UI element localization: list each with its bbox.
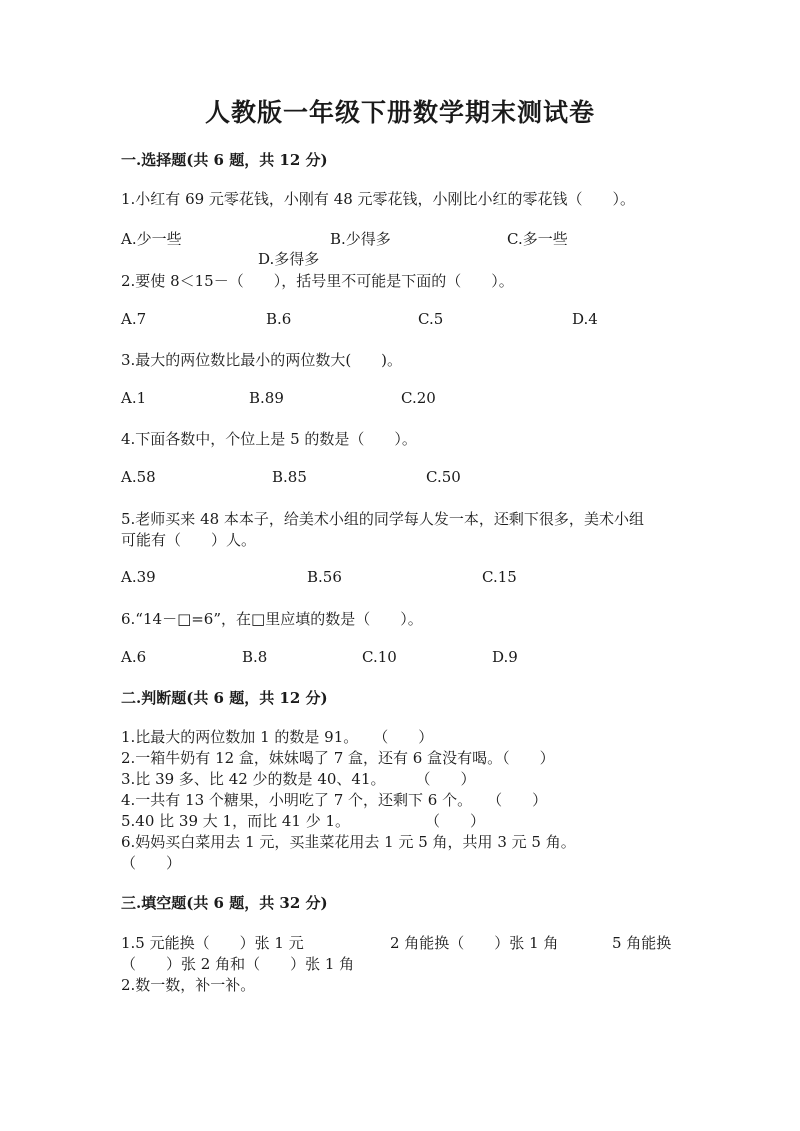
judgement-item-6: 6.妈妈买白菜用去 1 元，买韭菜花用去 1 元 5 角，共用 3 元 5 角。 xyxy=(121,833,576,851)
question-5-line1: 5.老师买来 48 本本子，给美术小组的同学每人发一本，还剩下很多，美术小组 xyxy=(121,510,644,528)
question-6: 6.“14－□=6”，在□里应填的数是（ ）。 xyxy=(121,610,423,628)
q4-option-b: B.85 xyxy=(272,468,307,486)
fill-q1-part3: 5 角能换 xyxy=(612,934,672,952)
question-4: 4.下面各数中，个位上是 5 的数是（ ）。 xyxy=(121,430,417,448)
q3-option-b: B.89 xyxy=(249,389,284,407)
section-heading-choice: 一.选择题(共 6 题，共 12 分) xyxy=(121,151,328,169)
question-3: 3.最大的两位数比最小的两位数大( )。 xyxy=(121,351,403,369)
judgement-item-1: 1.比最大的两位数加 1 的数是 91。 （ ） xyxy=(121,728,434,746)
q5-option-c: C.15 xyxy=(482,568,517,586)
judgement-item-6-line2: （ ） xyxy=(121,854,182,872)
fill-q2: 2.数一数，补一补。 xyxy=(121,976,256,994)
section-heading-judgement: 二.判断题(共 6 题，共 12 分) xyxy=(121,689,328,707)
q4-option-c: C.50 xyxy=(426,468,461,486)
q1-option-b: B.少得多 xyxy=(330,230,391,248)
q3-option-a: A.1 xyxy=(121,389,147,407)
q6-option-d: D.9 xyxy=(492,648,518,666)
judgement-item-2: 2.一箱牛奶有 12 盒，妹妹喝了 7 盒，还有 6 盒没有喝。（ ） xyxy=(121,749,555,767)
judgement-item-4: 4.一共有 13 个糖果，小明吃了 7 个，还剩下 6 个。 （ ） xyxy=(121,791,548,809)
section-heading-fill-blank: 三.填空题(共 6 题，共 32 分) xyxy=(121,894,328,912)
fill-q1-part2: 2 角能换（ ）张 1 角 xyxy=(390,934,559,952)
q2-option-b: B.6 xyxy=(266,310,292,328)
q2-option-d: D.4 xyxy=(572,310,598,328)
q5-option-b: B.56 xyxy=(307,568,342,586)
q1-option-a: A.少一些 xyxy=(121,230,182,248)
fill-q1-line2: （ ）张 2 角和（ ）张 1 角 xyxy=(121,955,355,973)
judgement-item-5: 5.40 比 39 大 1，而比 41 少 1。 （ ） xyxy=(121,812,486,830)
question-1: 1.小红有 69 元零花钱，小刚有 48 元零花钱，小刚比小红的零花钱（ ）。 xyxy=(121,190,636,208)
q2-option-a: A.7 xyxy=(121,310,147,328)
judgement-item-3: 3.比 39 多、比 42 少的数是 40、41。 （ ） xyxy=(121,770,476,788)
q3-option-c: C.20 xyxy=(401,389,436,407)
q4-option-a: A.58 xyxy=(121,468,156,486)
question-2: 2.要使 8＜15－（ ），括号里不可能是下面的（ ）。 xyxy=(121,272,514,290)
q1-option-c: C.多一些 xyxy=(507,230,568,248)
fill-q1-part1: 1.5 元能换（ ）张 1 元 xyxy=(121,934,304,952)
q2-option-c: C.5 xyxy=(418,310,444,328)
q6-option-c: C.10 xyxy=(362,648,397,666)
q6-option-b: B.8 xyxy=(242,648,268,666)
q6-option-a: A.6 xyxy=(121,648,147,666)
q5-option-a: A.39 xyxy=(121,568,156,586)
page-title: 人教版一年级下册数学期末测试卷 xyxy=(204,98,595,127)
question-5-line2: 可能有（ ）人。 xyxy=(121,531,257,549)
q1-option-d: D.多得多 xyxy=(258,250,320,268)
